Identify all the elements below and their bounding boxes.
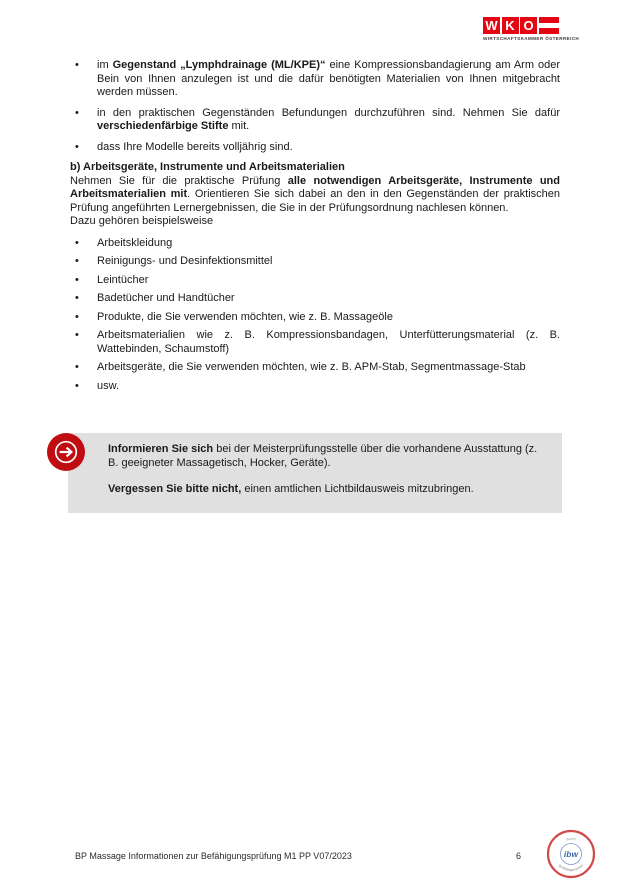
bullet-marker <box>70 361 97 375</box>
bullet-marker <box>70 380 97 394</box>
intro-bullet-2-text: in den praktischen Gegenständen Befundungen durchzuführen sind. Nehmen Sie dafür verschiedenfärbige Stifte mit. <box>97 106 560 132</box>
section-paragraph: Nehmen Sie für die praktische Prüfung alle notwendigen Arbeitsgeräte, Instrumente und Arbeitsmaterialien mit. Orientieren Sie sich dabei an den in den Gegenständen der praktischen Prüfung angeführten Lernergebnissen, die Sie in der Prüfungsordnung nachlesen können. <box>70 174 560 214</box>
svg-text:durch <box>566 837 576 842</box>
footer-document-id: BP Massage Informationen zur Befähigungsprüfung M1 PP V07/2023 <box>75 851 352 861</box>
bullet-marker <box>70 237 97 251</box>
list-item: • Arbeitsgeräte, die Sie verwenden möchten, wie z. B. APM-Stab, Segmentmassage-Stab <box>70 361 560 375</box>
bullet-marker <box>70 329 97 356</box>
wko-letter-o: O <box>520 17 537 34</box>
arrow-circle-icon <box>47 433 85 471</box>
intro-bullet-3 <box>70 141 560 155</box>
wko-letter-k: K <box>502 17 519 34</box>
wko-logo-subtitle: WIRTSCHAFTSKAMMER ÖSTERREICH <box>483 36 580 41</box>
bullet-marker <box>70 255 97 269</box>
seal-top-text: durch <box>565 836 577 842</box>
list-item: • Arbeitsmaterialien wie z. B. Kompressionsbandagen, Unterfütterungsmaterial (z. B. Wattebinden, Schaumstoff) <box>70 329 560 356</box>
bullet-marker <box>70 292 97 306</box>
section-heading: b) Arbeitsgeräte, Instrumente und Arbeitsmaterialien <box>70 161 345 173</box>
intro-bullet-1 <box>70 59 560 100</box>
bullet-marker <box>70 59 97 100</box>
seal-center-text: ibw <box>563 848 579 859</box>
ibw-quality-seal <box>546 829 596 879</box>
wko-letter-w: W <box>483 17 500 34</box>
equipment-list <box>70 237 560 394</box>
bullet-marker <box>70 141 97 155</box>
intro-bullet-3-text: dass Ihre Modelle bereits volljährig sind. <box>97 140 293 153</box>
list-item: • Arbeitskleidung <box>70 237 560 251</box>
intro-bullet-1-text: im Gegenstand „Lymphdrainage (ML/KPE)“ eine Kompressionsbandagierung am Arm oder Bein von Ihnen anzulegen ist und die dafür benötigten Materialien von Ihnen mitgebracht werden müssen. <box>97 59 560 98</box>
list-item: • Badetücher und Handtücher <box>70 292 560 306</box>
list-item: • Produkte, die Sie verwenden möchten, wie z. B. Massageöle <box>70 311 560 325</box>
bullet-marker <box>70 311 97 325</box>
list-item: • usw. <box>70 380 560 394</box>
bullet-marker <box>70 107 97 134</box>
list-item: • Reinigungs- und Desinfektionsmittel <box>70 255 560 269</box>
list-intro: Dazu gehören beispielsweise <box>70 215 214 227</box>
intro-bullet-2 <box>70 107 560 134</box>
seal-bottom-text: qualitätsgesichert <box>557 863 585 873</box>
info-box-paragraph-1: Informieren Sie sich bei der Meisterprüfungsstelle über die vorhandene Ausstattung (z. B. geeigneter Massagetisch, Hocker, Geräte). <box>108 443 538 469</box>
list-item: • Leintücher <box>70 274 560 288</box>
info-box <box>68 433 562 513</box>
bullet-marker <box>70 274 97 288</box>
footer-page-number: 6 <box>516 851 522 861</box>
info-box-paragraph-2: Vergessen Sie bitte nicht, einen amtlichen Lichtbildausweis mitzubringen. <box>108 483 474 495</box>
